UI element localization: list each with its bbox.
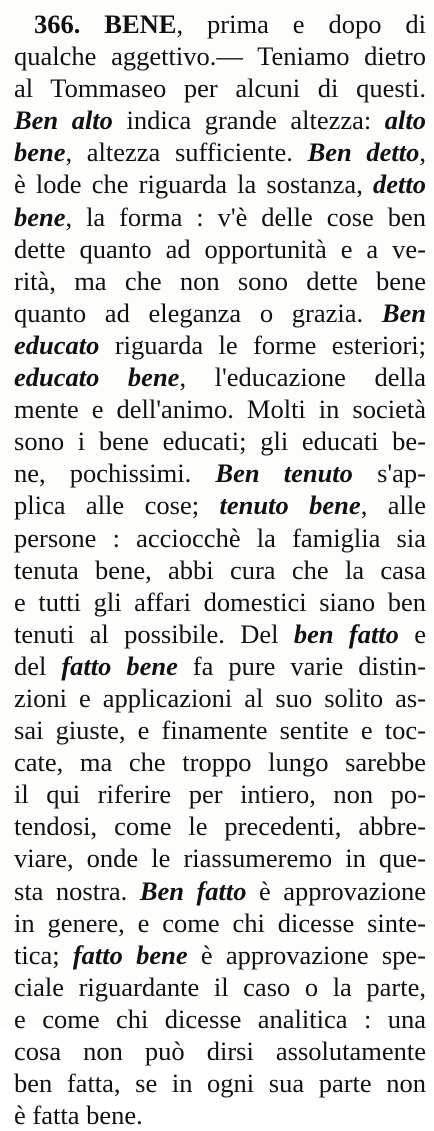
text-line [14, 875, 426, 907]
text-run: cosa non può dirsi assolutamente [14, 1036, 426, 1066]
text-line [14, 168, 426, 200]
text-run: ben fatta, se in ogni sua parte non [14, 1068, 426, 1099]
text-line [14, 714, 426, 746]
text-line [14, 522, 426, 554]
text-line [14, 618, 426, 650]
text-run: quanto ad eleganza o grazia. [14, 297, 382, 328]
text-run: indica grande altezza: [112, 105, 385, 136]
text-run: sta nostra. [14, 875, 140, 906]
italic-term: tenuto bene [219, 490, 361, 521]
text-run: mente e dell'animo. Molti in società [14, 394, 426, 425]
text-run: in genere, e come chi dicesse sinte- [14, 907, 426, 938]
text-run: sai giuste, e finamente sentite e toc- [14, 715, 426, 746]
italic-term: bene [14, 137, 66, 168]
text-run: s'ap- [352, 458, 426, 489]
text-line [14, 939, 426, 971]
text-run: il qui riferire per intiero, non po- [14, 779, 426, 810]
text-run: tenuti al possibile. Del [14, 618, 294, 649]
text-run: è lode che riguarda la sostanza, [14, 169, 373, 200]
entry-headword: 366. BENE [34, 9, 177, 39]
text-line [14, 650, 426, 682]
italic-term: fatto bene [72, 939, 188, 970]
text-run: riguarda le forme esteriori; [99, 329, 426, 360]
italic-term: Ben fatto [139, 875, 247, 906]
text-run: , la forma : v'è delle cose ben [65, 201, 426, 232]
italic-term: bene [14, 201, 66, 232]
text-run: sono i bene educati; gli educati be- [14, 426, 426, 457]
text-run: viare, onde le riassumeremo in que- [14, 843, 426, 874]
text-line [14, 72, 426, 104]
text-run: tenuta bene, abbi cura che la casa [14, 554, 426, 585]
text-line [14, 1035, 426, 1067]
text-line [14, 425, 426, 457]
text-line [14, 329, 426, 361]
text-run: tendosi, come le precedenti, abbre- [14, 811, 426, 842]
text-line [14, 586, 426, 618]
text-run: del [14, 650, 62, 681]
text-line [14, 136, 426, 168]
text-line [14, 233, 426, 265]
dictionary-entry-366 [14, 8, 426, 1131]
text-line [14, 810, 426, 842]
italic-term: alto [384, 105, 427, 136]
text-line [14, 457, 426, 489]
text-run: ciale riguardante il caso o la parte, [14, 971, 426, 1002]
italic-term: Ben alto [14, 105, 113, 136]
text-line [14, 8, 426, 40]
italic-term: educato bene [14, 362, 180, 393]
italic-term: Ben detto [307, 137, 420, 168]
text-run: è approvazione [246, 875, 427, 906]
text-run: qualche aggettivo.— Teniamo dietro [14, 41, 426, 72]
text-run: tica; [14, 939, 73, 970]
text-line [14, 907, 426, 939]
text-run: , [419, 137, 426, 168]
text-run: zioni e applicazioni al suo solito as- [14, 682, 426, 713]
text-line [14, 1099, 426, 1131]
text-line [14, 971, 426, 1003]
text-run: persone : acciocchè la famiglia sia [14, 522, 426, 553]
text-run: cate, ma che troppo lungo sarebbe [14, 747, 426, 778]
text-run: , l'educazione della [179, 362, 427, 393]
italic-term: fatto bene [61, 650, 178, 681]
text-line [14, 201, 426, 233]
text-run: dette quanto ad opportunità e a ve- [14, 233, 426, 264]
text-run: , prima e dopo di [176, 9, 426, 39]
text-line [14, 1067, 426, 1099]
italic-term: Ben [381, 297, 426, 328]
text-line [14, 297, 426, 329]
text-run: e tutti gli affari domestici siano ben [14, 586, 426, 617]
text-line [14, 842, 426, 874]
text-run: , alle [360, 490, 426, 521]
italic-term: ben fatto [293, 618, 399, 649]
text-run: è approvazione spe- [187, 939, 426, 970]
text-run: ne, pochissimi. [14, 458, 216, 489]
text-line [14, 1003, 426, 1035]
text-line [14, 489, 426, 521]
text-line [14, 40, 426, 72]
text-line [14, 682, 426, 714]
italic-term: Ben tenuto [215, 458, 353, 489]
text-run: e [398, 618, 426, 649]
text-run: plica alle cose; [14, 490, 220, 521]
text-run: fa pure varie distin- [177, 650, 426, 681]
text-line [14, 554, 426, 586]
text-run: al Tommaseo per alcuni di questi. [14, 73, 426, 104]
italic-term: detto [373, 169, 426, 200]
italic-term: educato [14, 329, 100, 360]
text-line [14, 104, 426, 136]
text-run: rità, ma che non sono dette bene [14, 265, 426, 296]
text-run: è fatta bene. [14, 1100, 143, 1131]
text-line [14, 361, 426, 393]
text-run: , altezza sufficiente. [65, 137, 308, 168]
text-line [14, 778, 426, 810]
text-line [14, 265, 426, 297]
text-line [14, 393, 426, 425]
text-line [14, 746, 426, 778]
text-run: e come chi dicesse analitica : una [14, 1003, 426, 1034]
